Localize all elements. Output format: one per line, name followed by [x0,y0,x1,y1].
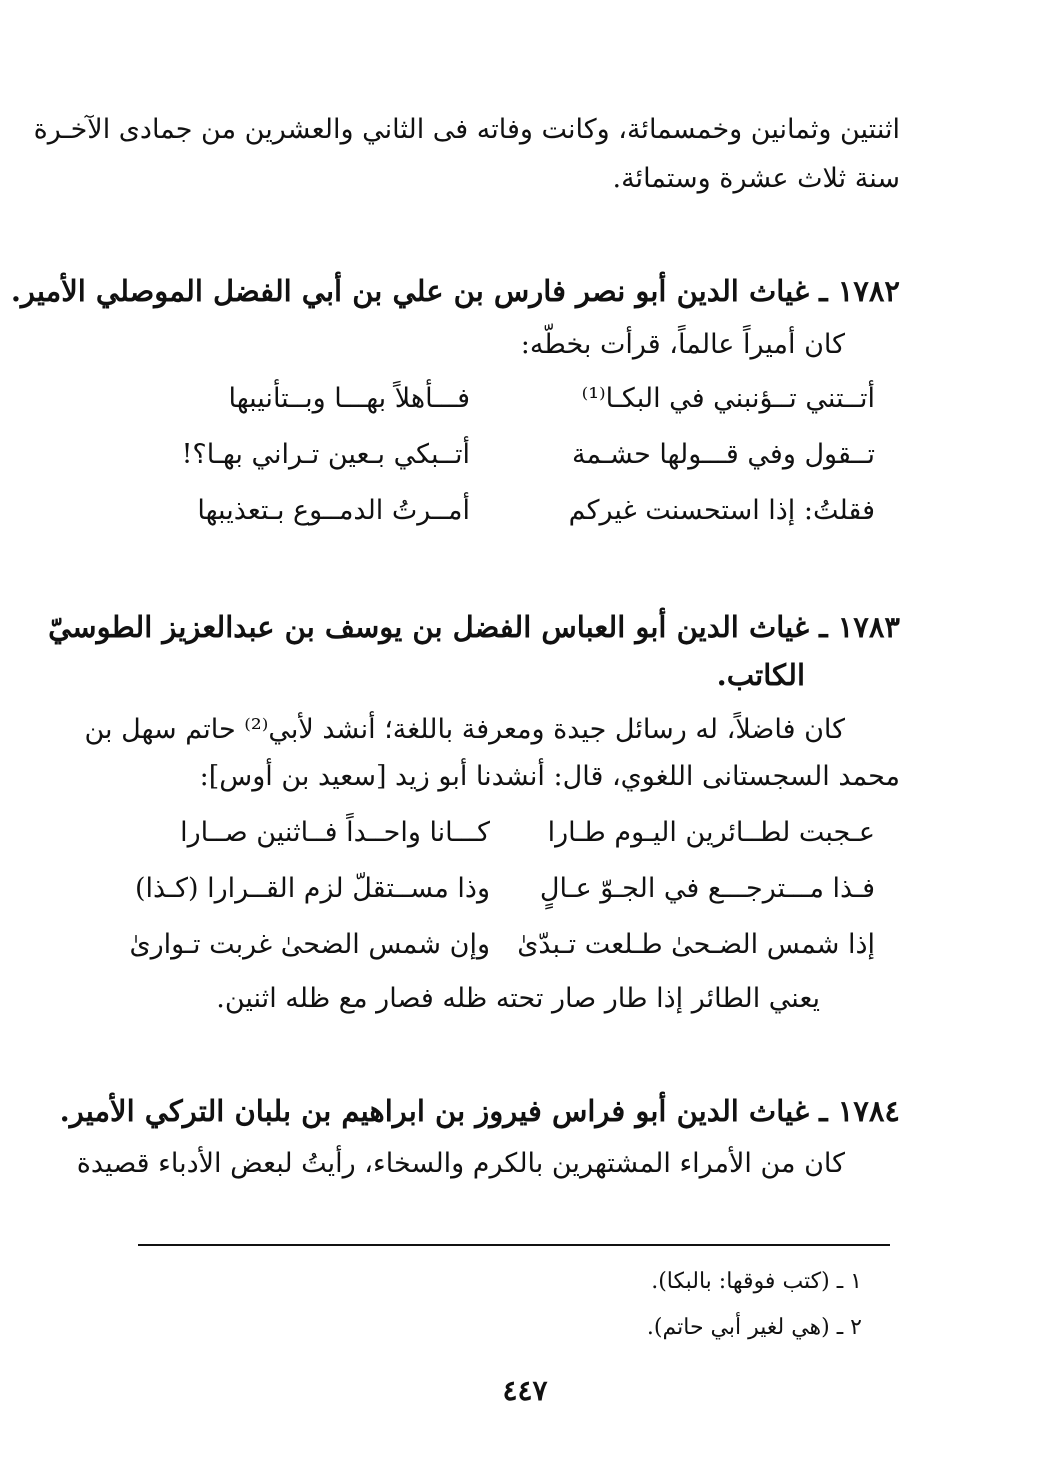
verse-second-hemistich: فـــأهلاً بهـــا وبــتأنيبها [228,383,470,414]
entry-1783-title-line-1: ١٧٨٣ ـ غياث الدين أبو العباس الفضل بن يوسف بن عبدالعزيز الطوسيّ [48,610,900,644]
entry-1783-text-line-1: كان فاضلاً، له رسائل جيدة ومعرفة باللغة؛ أنشد لأبي⁽²⁾ حاتم سهل بن [84,714,845,745]
entry-1783-verse-2 [134,866,875,912]
entry-1783-note: يعني الطائر إذا طار صار تحته ظله فصار مع ظله اثنين. [216,983,820,1014]
verse-first-hemistich: تــقول وفي قـــولها حشـمة [571,439,875,470]
verse-second-hemistich: أتــبكي بـعين تـراني بهـا؟! [181,439,470,470]
verse-second-hemistich: وإن شمس الضحىٰ غربت تـوارىٰ [129,929,490,960]
entry-1782-verse-3 [140,488,875,534]
verse-first-hemistich: فقلتُ: إذا استحسنت غيركم [568,495,875,526]
footnote-separator [138,1244,890,1246]
entry-1782-verse-1 [140,376,875,422]
entry-1783-text-line-2: محمد السجستانى اللغوي، قال: أنشدنا أبو زيد [سعيد بن أوس]: [199,761,900,792]
verse-first-hemistich: إذا شمس الضـحىٰ طـلعت تـبدّىٰ [517,929,875,960]
entry-1783-title-line-2: الكاتب. [716,658,805,692]
intro-line-2: سنة ثلاث عشرة وستمائة. [612,163,900,194]
entry-1784-text: كان من الأمراء المشتهرين بالكرم والسخاء، رأيتُ لبعض الأدباء قصيدة [76,1148,845,1179]
entry-1784-title: ١٧٨٤ ـ غياث الدين أبو فراس فيروز بن ابراهيم بن بلبان التركي الأمير. [59,1094,900,1128]
verse-first-hemistich: عـجبت لطــائرين اليـوم طـارا [547,817,875,848]
page-number: ٤٤٧ [502,1374,548,1407]
entry-1782-text: كان أميراً عالماً، قرأت بخطّه: [520,329,845,360]
entry-1783-verse-1 [150,810,875,856]
footnote-2: ٢ ـ (هي لغير أبي حاتم). [646,1315,862,1340]
verse-second-hemistich: أمــرتُ الدمــوع بـتعذيبها [197,495,470,526]
intro-line-1: اثنتين وثمانين وخمسمائة، وكانت وفاته فى الثاني والعشرين من جمادى الآخـرة [33,114,900,145]
verse-second-hemistich: وذا مســتقلّ لزم القــرارا (كـذا) [134,873,490,904]
entry-1783-verse-3 [129,922,875,968]
verse-first-hemistich: فـذا مـــترجـــع في الجـوّ عـالٍ [539,873,875,904]
verse-second-hemistich: كـــانا واحــداً فــاثنين صــارا [180,817,490,848]
entry-1782-title: ١٧٨٢ ـ غياث الدين أبو نصر فارس بن علي بن أبي الفضل الموصلي الأمير. [10,274,900,308]
verse-first-hemistich: أتــتني تــؤنبني في البكـا⁽¹⁾ [581,383,875,414]
footnote-1: ١ ـ (كتب فوقها: بالبكا). [651,1269,862,1294]
entry-1782-verse-2 [140,432,875,478]
